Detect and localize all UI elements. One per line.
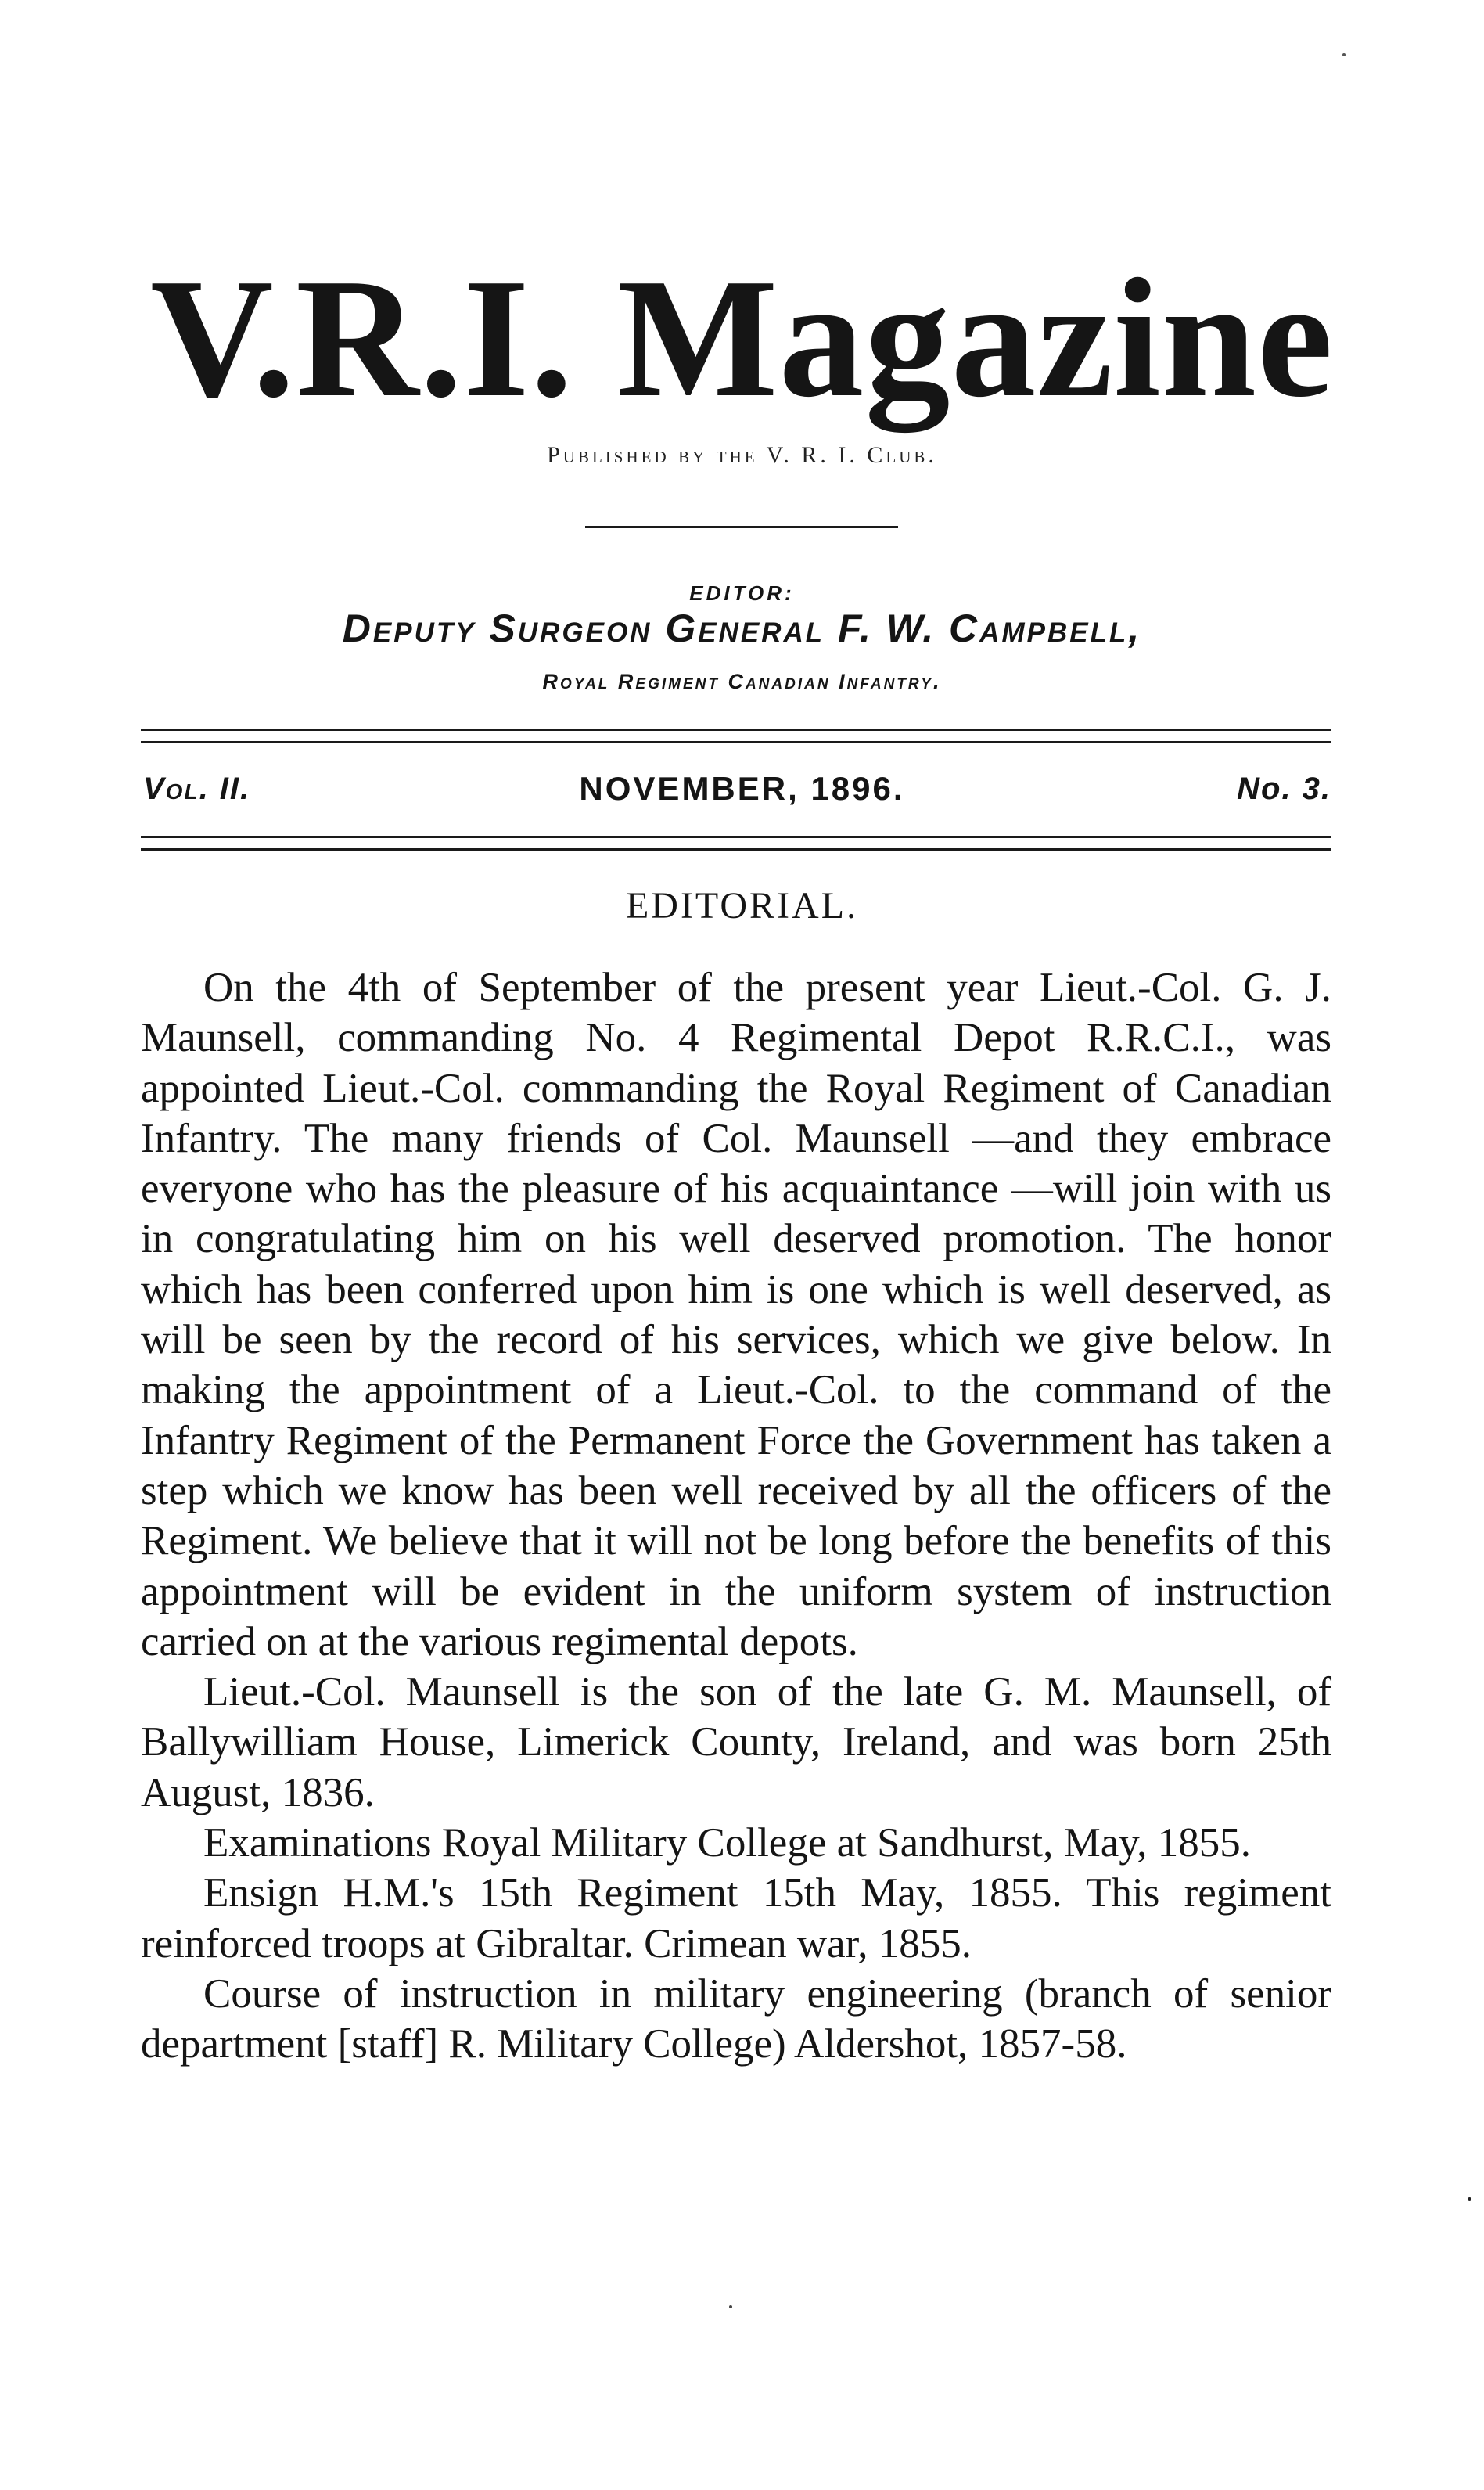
issue-rule-top	[141, 729, 1331, 743]
masthead-title: V.R.I. Magazine	[150, 244, 1334, 433]
scan-speck	[1342, 53, 1346, 56]
article-body	[141, 963, 1331, 2070]
article-paragraph: Course of instruction in military engineering (branch of senior department [staff] R. Military College) Aldershot, 1857-58.	[141, 1970, 1331, 2067]
publisher-line: Published by the V. R. I. Club.	[547, 442, 937, 468]
issue-rule-bottom	[141, 836, 1331, 851]
article-paragraph: Lieut.-Col. Maunsell is the son of the late G. M. Maunsell, of Ballywilliam House, Limerick County, Ireland, and was born 25th August, 1836.	[141, 1669, 1331, 1815]
scan-speck	[729, 2305, 732, 2308]
issue-number: No. 3.	[1237, 772, 1331, 806]
issue-date: NOVEMBER, 1896.	[579, 770, 905, 807]
editor-label: EDITOR:	[689, 581, 795, 605]
editor-regiment: Royal Regiment Canadian Infantry.	[542, 670, 942, 693]
issue-volume: Vol. II.	[143, 772, 251, 806]
masthead-divider	[585, 526, 898, 528]
article-paragraph: Examinations Royal Military College at Sandhurst, May, 1855.	[203, 1820, 1252, 1866]
editor-name: Deputy Surgeon General F. W. Campbell,	[342, 606, 1142, 650]
article-paragraph: On the 4th of September of the present year Lieut.-Col. G. J. Maunsell, commanding No. 4 Regimental Depot R.R.C.I., was appointed Lieut.-Col. commanding the Royal Regiment of Canadian Infantry. The many friends of Col. Maunsell —and they embrace everyone who has the pleasure of his acquaintance —will join with us in congratulating him on his well deserved promotion. The honor which has been conferred upon him is one which is well deserved, as will be seen by the record of his services, which we give below. In making the appointment of a Lieut.-Col. to the command of the Infantry Regiment of the Permanent Force the Government has taken a step which we know has been well received by all the officers of the Regiment. We believe that it will not be long before the benefits of this appointment will be evident in the uniform system of instruction carried on at the various regimental depots.	[141, 965, 1331, 1664]
article-paragraph: Ensign H.M.'s 15th Regiment 15th May, 1855. This regiment reinforced troops at Gibraltar. Crimean war, 1855.	[141, 1870, 1331, 1966]
section-heading: EDITORIAL.	[625, 885, 859, 927]
scan-speck	[1468, 2197, 1471, 2201]
